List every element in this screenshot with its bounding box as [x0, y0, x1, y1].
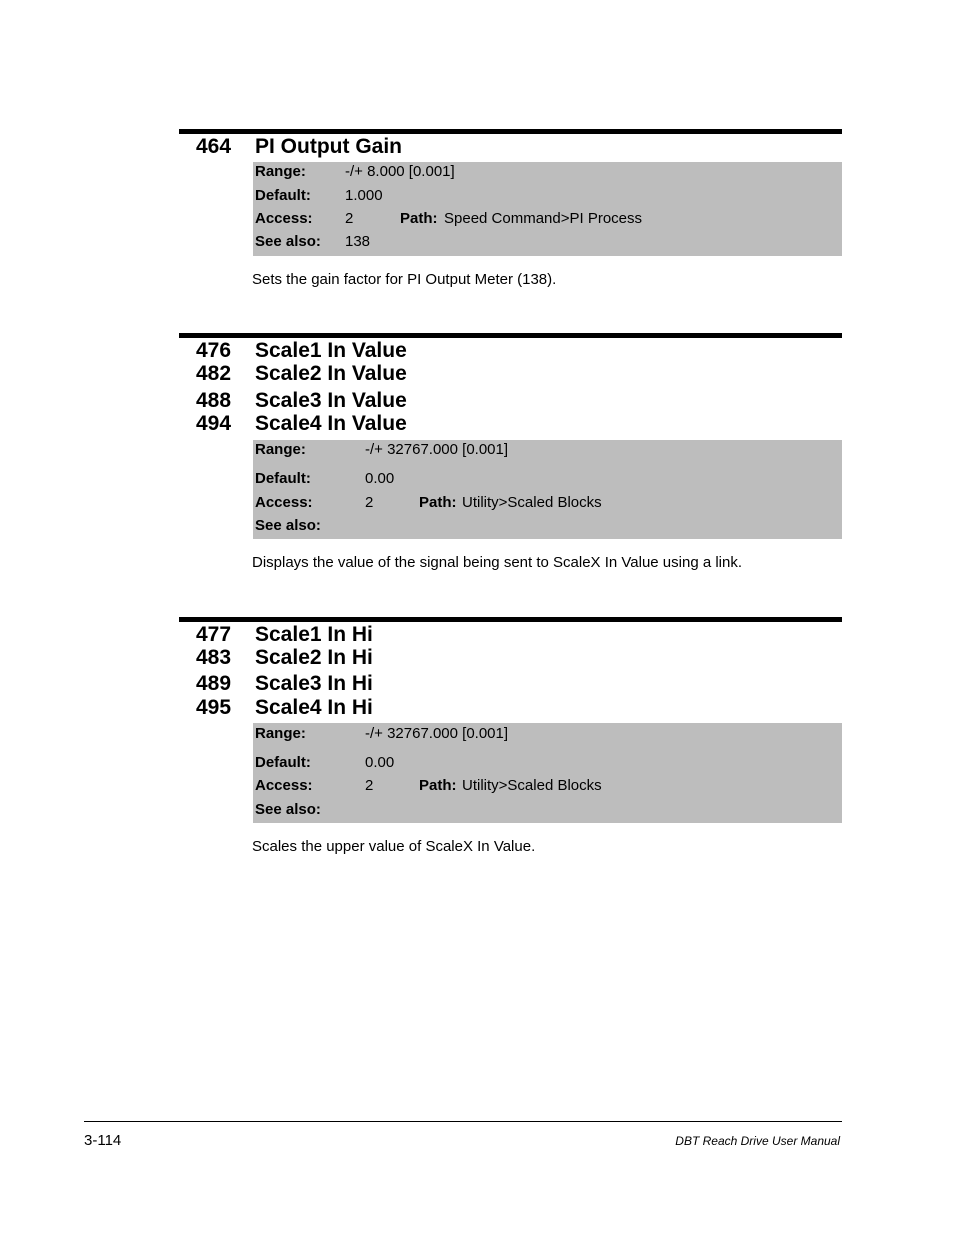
parameter-name: Scale3 In Value	[255, 389, 407, 412]
path-label: Path:	[400, 210, 438, 227]
parameter-description: Displays the value of the signal being sent to ScaleX In Value using a link.	[252, 554, 743, 571]
parameter-name: Scale4 In Value	[255, 412, 407, 435]
parameter-name: Scale4 In Hi	[255, 696, 373, 719]
default-label: Default:	[255, 187, 311, 204]
parameter-464	[179, 129, 842, 288]
parameter-title	[196, 696, 842, 719]
see-also-label: See also:	[255, 801, 321, 818]
parameter-info-box	[253, 723, 842, 823]
parameter-name: Scale1 In Value	[255, 339, 407, 362]
path-label: Path:	[419, 494, 457, 511]
path-value: Utility>Scaled Blocks	[462, 777, 602, 794]
parameter-title	[196, 389, 842, 412]
parameter-info-box	[253, 162, 842, 256]
parameter-number: 476	[196, 339, 232, 362]
parameter-title	[196, 362, 842, 385]
parameter-title	[196, 646, 842, 669]
see-also-label: See also:	[255, 517, 321, 534]
default-value: 0.00	[365, 754, 395, 771]
range-value: -/+ 8.000 [0.001]	[345, 163, 455, 180]
default-label: Default:	[255, 470, 311, 487]
manual-title: DBT Reach Drive User Manual	[675, 1134, 840, 1148]
parameter-name: Scale1 In Hi	[255, 623, 373, 646]
path-label: Path:	[419, 777, 457, 794]
parameter-title	[196, 412, 842, 435]
section-rule	[179, 129, 842, 134]
access-label: Access:	[255, 777, 313, 794]
parameter-number: 495	[196, 696, 232, 719]
range-label: Range:	[255, 441, 306, 458]
path-value: Speed Command>PI Process	[444, 210, 643, 227]
parameter-number: 482	[196, 362, 232, 385]
see-also-value: 138	[345, 233, 371, 250]
footer-rule	[84, 1121, 842, 1122]
parameter-name: Scale3 In Hi	[255, 672, 373, 695]
default-label: Default:	[255, 754, 311, 771]
parameter-name: Scale2 In Value	[255, 362, 407, 385]
access-value: 2	[365, 777, 374, 794]
see-also-label: See also:	[255, 233, 321, 250]
parameter-number: 489	[196, 672, 232, 695]
parameter-description: Sets the gain factor for PI Output Meter (138).	[252, 271, 557, 288]
parameter-info-box	[253, 440, 842, 539]
parameter-476-group	[179, 333, 842, 571]
parameter-number: 477	[196, 623, 232, 646]
access-label: Access:	[255, 210, 313, 227]
parameter-title	[196, 135, 842, 158]
section-rule	[179, 617, 842, 622]
parameter-description: Scales the upper value of ScaleX In Value.	[252, 838, 536, 855]
parameter-name: Scale2 In Hi	[255, 646, 373, 669]
parameter-title	[196, 623, 842, 646]
parameter-number: 494	[196, 412, 232, 435]
range-value: -/+ 32767.000 [0.001]	[365, 441, 509, 458]
parameter-name: PI Output Gain	[255, 135, 402, 158]
range-label: Range:	[255, 725, 306, 742]
default-value: 0.00	[365, 470, 395, 487]
default-value: 1.000	[345, 187, 383, 204]
page-number: 3-114	[84, 1132, 122, 1149]
parameter-number: 464	[196, 135, 232, 158]
range-value: -/+ 32767.000 [0.001]	[365, 725, 509, 742]
access-value: 2	[365, 494, 374, 511]
range-label: Range:	[255, 163, 306, 180]
access-value: 2	[345, 210, 354, 227]
parameter-477-group	[179, 617, 842, 855]
section-rule	[179, 333, 842, 338]
path-value: Utility>Scaled Blocks	[462, 494, 602, 511]
parameter-number: 488	[196, 389, 232, 412]
parameter-title	[196, 339, 842, 362]
parameter-number: 483	[196, 646, 232, 669]
parameter-title	[196, 672, 842, 695]
access-label: Access:	[255, 494, 313, 511]
